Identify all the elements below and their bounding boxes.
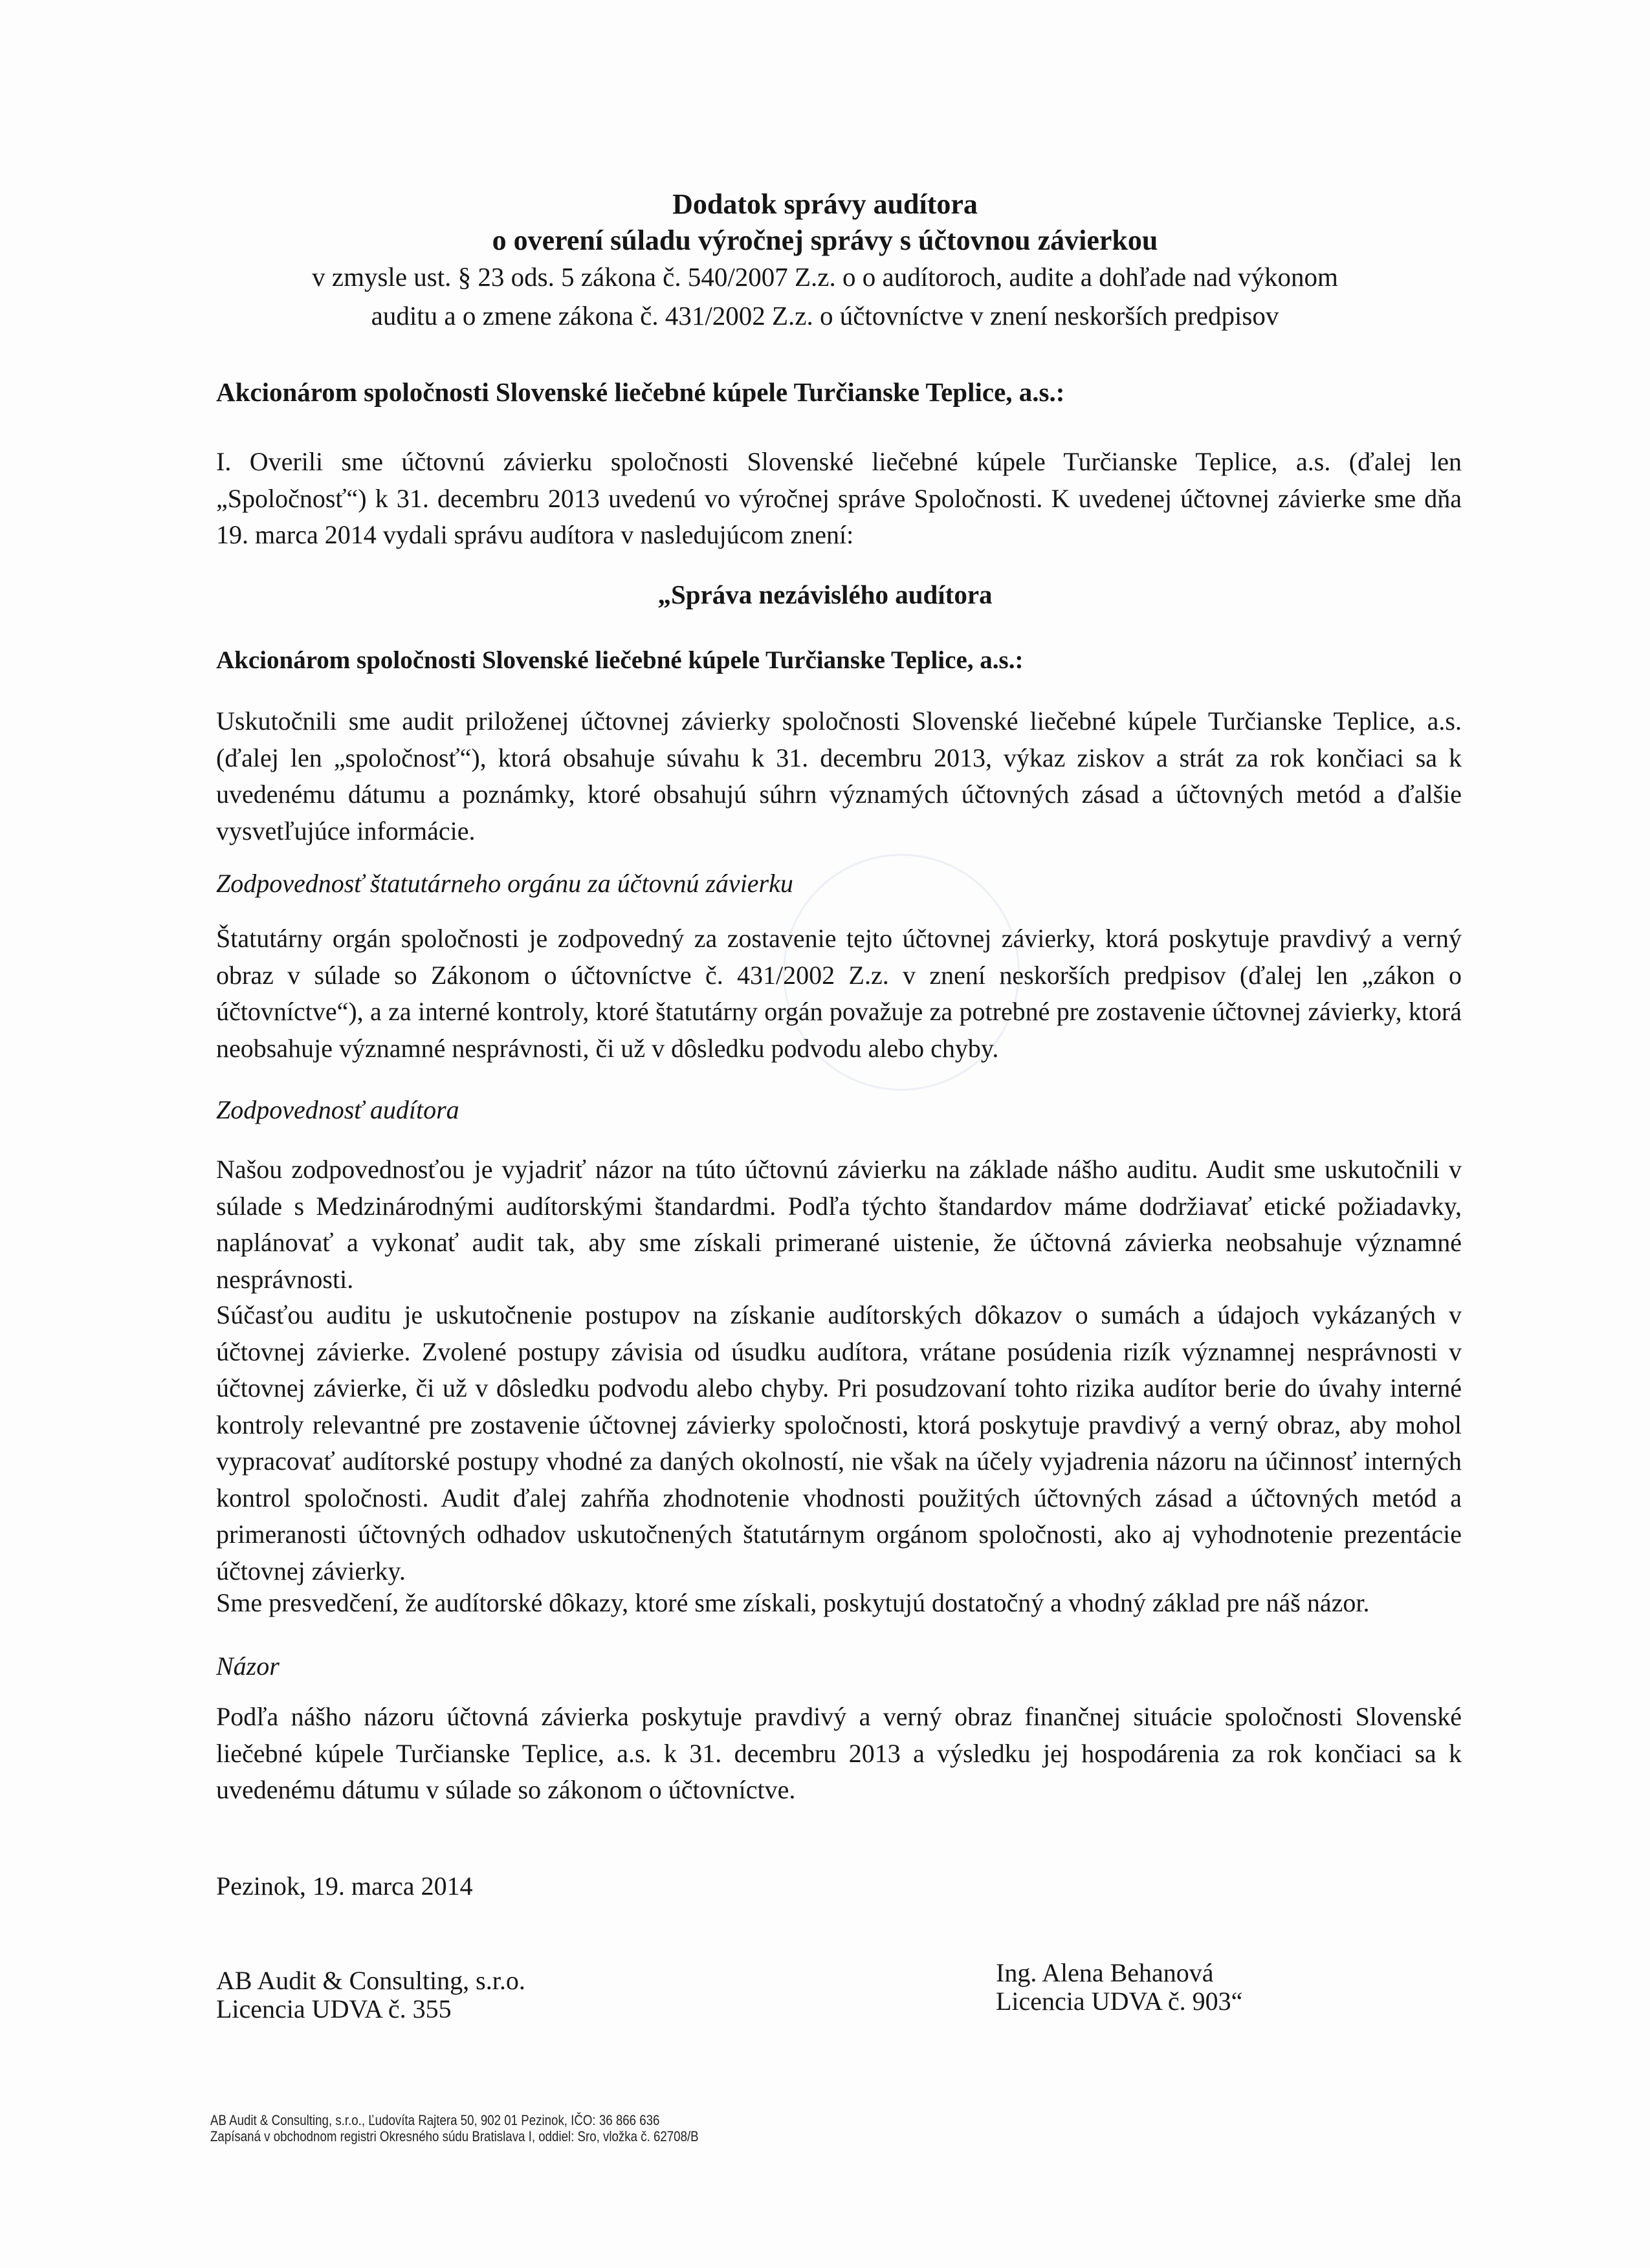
place-date: Pezinok, 19. marca 2014 <box>216 1871 473 1901</box>
document-title: Dodatok správy audítora <box>672 188 978 220</box>
auditor-paragraph-1: Našou zodpovednosťou je vyjadriť názor na túto účtovnú závierku na základe nášho auditu. Audit sme uskutočnili v súlade s Medzinárodnými audítorskými štandardmi. Podľa týchto štandardov máme dodržiavať etické požiadavky, naplánovať a vykonať audit tak, aby sme získali primerané uistenie, že účtovná závierka neobsahuje významné nesprávnosti. <box>216 1155 1462 1294</box>
heading-statutory-responsibility: Zodpovednosť štatutárneho orgánu za účtovnú závierku <box>216 869 793 898</box>
signature-left <box>216 1967 525 2023</box>
signature-right <box>996 1959 1242 2016</box>
report-addressee: Akcionárom spoločnosti Slovenské liečebné kúpele Turčianske Teplice, a.s.: <box>216 646 1024 674</box>
opinion-paragraph: Podľa nášho názoru účtovná závierka poskytuje pravdivý a verný obraz finančnej situácie spoločnosti Slovenské liečebné kúpele Turčianske Teplice, a.s. k 31. decembru 2013 a výsledku jej hospodárenia za rok končiaci sa k uvedenému dátumu v súlade so zákonom o účtovníctve. <box>216 1702 1462 1804</box>
footer-address: AB Audit & Consulting, s.r.o., Ľudovíta Rajtera 50, 902 01 Pezinok, IČO: 36 866 636 <box>210 2112 660 2128</box>
report-title: „Správa nezávislého audítora <box>657 580 993 609</box>
auditor-firm: AB Audit & Consulting, s.r.o. <box>216 1966 525 1995</box>
legal-basis-line2: auditu a o zmene zákona č. 431/2002 Z.z. o účtovníctve v znení neskorších predpisov <box>371 301 1279 331</box>
heading-auditor-responsibility: Zodpovednosť audítora <box>216 1095 459 1124</box>
auditor-paragraph-3: Sme presvedčení, že audítorské dôkazy, ktoré sme získali, poskytujú dostatočný a vhodný základ pre náš názor. <box>216 1588 1370 1617</box>
auditor-name: Ing. Alena Behanová <box>996 1958 1214 1987</box>
document-title-line2: o overení súladu výročnej správy s účtovnou závierkou <box>492 224 1158 256</box>
addressee: Akcionárom spoločnosti Slovenské liečebné kúpele Turčianske Teplice, a.s.: <box>216 377 1065 407</box>
section-1-paragraph: I. Overili sme účtovnú závierku spoločnosti Slovenské liečebné kúpele Turčianske Teplice, a.s. (ďalej len „Spoločnosť“) k 31. decembru 2013 uvedenú vo výročnej správe Spoločnosti. K uvedenej účtovnej závierke sme dňa 19. marca 2014 vydali správu audítora v nasledujúcom znení: <box>216 447 1462 549</box>
report-intro: Uskutočnili sme audit priloženej účtovnej závierky spoločnosti Slovenské liečebné kúpele Turčianske Teplice, a.s. (ďalej len „spoločnosť“), ktorá obsahuje súvahu k 31. decembru 2013, výkaz ziskov a strát za rok končiaci sa k uvedenému dátumu a poznámky, ktoré obsahujú súhrn významých účtovných zásad a účtovných metód a ďalšie vysvetľujúce informácie. <box>216 706 1462 845</box>
heading-opinion: Názor <box>216 1652 280 1681</box>
footer-registry: Zapísaná v obchodnom registri Okresného súdu Bratislava I, oddiel: Sro, vložka č. 62708/B <box>210 2128 699 2144</box>
statutory-paragraph: Štatutárny orgán spoločnosti je zodpovedný za zostavenie tejto účtovnej závierky, ktorá poskytuje pravdivý a verný obraz v súlade so Zákonom o účtovníctve č. 431/2002 Z.z. v znení neskorších predpisov (ďalej len „zákon o účtovníctve“), a za interné kontroly, ktoré štatutárny orgán považuje za potrebné pre zostavenie účtovnej závierky, ktorá neobsahuje významné nesprávnosti, či už v dôsledku podvodu alebo chyby. <box>216 924 1462 1063</box>
firm-license: Licencia UDVA č. 355 <box>216 1994 452 2023</box>
legal-basis-line1: v zmysle ust. § 23 ods. 5 zákona č. 540/2007 Z.z. o o audítoroch, audite a dohľade nad výkonom <box>312 262 1338 292</box>
auditor-license: Licencia UDVA č. 903“ <box>996 1987 1243 2016</box>
auditor-paragraph-2: Súčasťou auditu je uskutočnenie postupov na získanie audítorských dôkazov o sumách a údajoch vykázaných v účtovnej závierke. Zvolené postupy závisia od úsudku audítora, vrátane posúdenia rizík významnej nesprávnosti v účtovnej závierke, či už v dôsledku podvodu alebo chyby. Pri posudzovaní tohto rizika audítor berie do úvahy interné kontroly relevantné pre zostavenie účtovnej závierky spoločnosti, ktorá poskytuje pravdivý a verný obraz, aby mohol vypracovať audítorské postupy vhodné za daných okolností, nie však na účely vyjadrenia názoru na účinnosť interných kontrol spoločnosti. Audit ďalej zahŕňa zhodnotenie vhodnosti použitých účtovných zásad a účtovných metód a primeranosti účtovných odhadov uskutočnených štatutárnym orgánom spoločnosti, ako aj vyhodnotenie prezentácie účtovnej závierky. <box>216 1300 1462 1586</box>
footer <box>210 2112 699 2144</box>
